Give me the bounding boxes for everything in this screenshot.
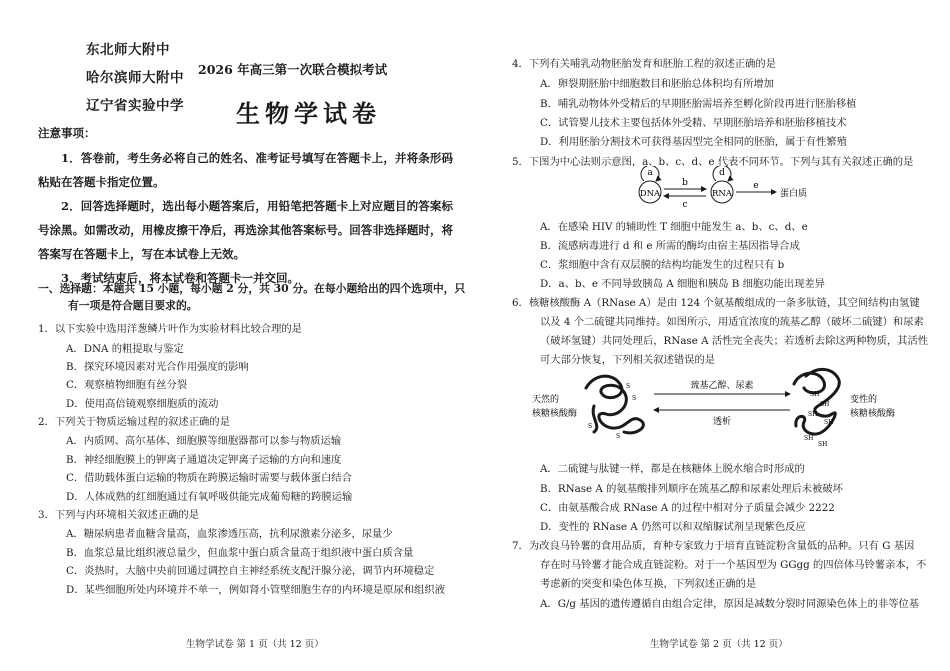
question-3-option-d: D．某些细胞所处内环境并不单一，例如肾小管壁细胞生存的内环境是原尿和组织液 bbox=[66, 584, 445, 596]
label-a: a bbox=[647, 168, 653, 178]
question-1-option-b: B．探究环境因素对光合作用强度的影响 bbox=[66, 361, 249, 373]
page-1 bbox=[38, 0, 466, 671]
question-6-option-d: D．变性的 RNase A 仍然可以和双缩脲试剂呈现紫色反应 bbox=[540, 521, 806, 533]
label-dna: DNA bbox=[639, 189, 661, 199]
school-name-1: 东北师大附中 bbox=[86, 42, 170, 58]
native-label-line-2: 核糖核酸酶 bbox=[532, 409, 578, 419]
school-name-3: 辽宁省实验中学 bbox=[86, 98, 184, 114]
question-3-option-b: B．血浆总量比组织液总量少，但血浆中蛋白质含量高于组织液中蛋白质含量 bbox=[66, 547, 414, 559]
page-1-footer: 生物学试卷 第 1 页（共 12 页） bbox=[186, 639, 324, 650]
denatured-sh-6: SH bbox=[818, 441, 828, 448]
question-6-stem-line-3: （破坏氢键）共同处理后，RNase A 活性完全丧失；若透析去除这两种物质，其活性 bbox=[540, 335, 929, 347]
question-6-stem-line-2: 以及 4 个二硫键共同维持。如图所示，用适宜浓度的巯基乙醇（破坏二硫键）和尿素 bbox=[540, 316, 924, 328]
question-3-option-c: C．炎热时，大脑中央前回通过调控自主神经系统支配汗腺分泌，调节内环境稳定 bbox=[66, 565, 435, 577]
question-1-stem: 1．以下实验中选用洋葱鳞片叶作为实验材料比较合理的是 bbox=[38, 323, 302, 335]
question-5-option-d: D．a、b、e 不同导致胰岛 A 细胞和胰岛 B 细胞功能出现差异 bbox=[540, 278, 825, 290]
native-disulfide-s-4: S bbox=[616, 433, 621, 440]
question-1-option-a: A．DNA 的粗提取与鉴定 bbox=[66, 343, 184, 355]
question-4-option-d: D．利用胚胎分割技术可获得基因型完全相同的胚胎，属于有性繁殖 bbox=[540, 136, 847, 148]
question-1-option-c: C．观察植物细胞有丝分裂 bbox=[66, 379, 188, 391]
denatured-sh-5: SH bbox=[804, 435, 814, 442]
dialysis-label: 透析 bbox=[712, 417, 732, 427]
question-3-stem: 3．下列与内环境相关叙述正确的是 bbox=[38, 509, 200, 521]
denatured-label-line-2: 核糖核酸酶 bbox=[850, 409, 896, 419]
question-7-stem-line-1: 7．为改良马铃薯的食用品质，育种专家致力于培育直链淀粉含量低的品种。只有 G 基因 bbox=[512, 540, 915, 552]
question-3-option-a: A．糖尿病患者血糖含量高，血浆渗透压高，抗利尿激素分泌多，尿量少 bbox=[66, 528, 393, 540]
question-6-option-a: A．二硫键与肽键一样，都是在核糖体上脱水缩合时形成的 bbox=[540, 463, 805, 475]
question-2-option-d: D．人体成熟的红细胞通过有氧呼吸供能完成葡萄糖的跨膜运输 bbox=[66, 491, 353, 503]
denaturation-reagents: 巯基乙醇、尿素 bbox=[690, 381, 754, 391]
question-4-option-a: A．卵裂期胚胎中细胞数目和胚胎总体积均有所增加 bbox=[540, 78, 774, 90]
denatured-sh-3: SH bbox=[808, 411, 818, 418]
label-c: c bbox=[682, 200, 688, 210]
label-e: e bbox=[753, 181, 759, 191]
school-name-2: 哈尔滨师大附中 bbox=[86, 70, 184, 86]
exam-title: 2026 年高三第一次联合模拟考试 bbox=[198, 62, 388, 77]
question-7-stem-line-2: 存在时马铃薯才能合成直链淀粉。对于一个基因型为 GGgg 的四倍体马铃薯亲本，不 bbox=[540, 559, 927, 571]
label-b: b bbox=[682, 178, 688, 188]
notice-item-3: 3．考试结束后，将本试卷和答题卡一并交回。 bbox=[61, 271, 299, 285]
native-disulfide-s-1: S bbox=[626, 383, 631, 390]
denatured-sh-4: SH bbox=[824, 419, 834, 426]
question-5-option-b: B．流感病毒进行 d 和 e 所需的酶均由宿主基因指导合成 bbox=[540, 240, 800, 252]
native-protein-chain bbox=[586, 376, 643, 433]
question-6-stem-line-1: 6．核糖核酸酶 A（RNase A）是由 124 个氨基酸组成的一条多肽链，其空间结构由氢键 bbox=[512, 297, 920, 309]
denatured-sh-2: SH bbox=[820, 401, 830, 408]
question-2-stem: 2．下列关于物质运输过程的叙述正确的是 bbox=[38, 416, 230, 428]
question-2-option-a: A．内质网、高尔基体、细胞膜等细胞器都可以参与物质运输 bbox=[66, 435, 342, 447]
question-1-option-d: D．使用高倍镜观察细胞质的流动 bbox=[66, 398, 219, 410]
label-rna: RNA bbox=[712, 189, 732, 199]
question-4-option-b: B．哺乳动物体外受精后的早期胚胎需培养至孵化阶段再进行胚胎移植 bbox=[540, 98, 857, 110]
section-1-heading-line-1: 一、选择题：本题共 15 小题，每小题 2 分，共 30 分。在每小题给出的四个选项中，只 bbox=[38, 282, 466, 295]
denatured-label-line-1: 变性的 bbox=[850, 395, 878, 405]
page-2-footer: 生物学试卷 第 2 页（共 12 页） bbox=[650, 639, 788, 650]
native-disulfide-s-2: S bbox=[632, 395, 637, 402]
question-2-option-b: B．神经细胞膜上的钾离子通道决定钾离子运输的方向和速度 bbox=[66, 454, 342, 466]
label-protein: 蛋白质 bbox=[780, 189, 808, 199]
native-label-line-1: 天然的 bbox=[532, 395, 560, 405]
central-dogma-diagram bbox=[630, 166, 830, 210]
question-7-stem-line-3: 考虑新的突变和染色体互换，下列叙述正确的是 bbox=[540, 578, 757, 590]
notice-heading: 注意事项： bbox=[38, 126, 96, 140]
question-4-stem: 4．下列有关哺乳动物胚胎发育和胚胎工程的叙述正确的是 bbox=[512, 58, 776, 70]
question-7-option-a: A．G/g 基因的遗传遵循自由组合定律，原因是减数分裂时同源染色体上的非等位基 bbox=[540, 598, 920, 610]
question-4-option-c: C．试管婴儿技术主要包括体外受精、早期胚胎培养和胚胎移植技术 bbox=[540, 117, 847, 129]
section-1-heading-line-2: 有一项是符合题目要求的。 bbox=[68, 299, 198, 312]
question-6-stem-line-4: 可大部分恢复，下列相关叙述错误的是 bbox=[540, 354, 716, 366]
native-disulfide-s-3: S bbox=[588, 423, 593, 430]
question-5-option-c: C．浆细胞中含有双层膜的结构均能发生的过程只有 b bbox=[540, 259, 785, 271]
notice-item-2: 2．回答选择题时，选出每小题答案后，用铅笔把答题卡上对应题目的答案标号涂黑。如需改动，用橡皮擦干净后，再选涂其他答案标号。回答非选择题时，将答案写在答题卡上，写在本试卷上无效。 bbox=[38, 199, 453, 261]
question-6-option-b: B．RNase A 的氨基酸排列顺序在巯基乙醇和尿素处理后未被破坏 bbox=[540, 483, 843, 495]
question-5-stem: 5．下图为中心法则示意图，a、b、c、d、e 代表不同环节。下列与其有关叙述正确的是 bbox=[512, 156, 914, 168]
question-2-option-c: C．借助载体蛋白运输的物质在跨膜运输时需要与载体蛋白结合 bbox=[66, 472, 352, 484]
question-6-option-c: C．由氨基酸合成 RNase A 的过程中相对分子质量会减少 2222 bbox=[540, 502, 835, 514]
label-d: d bbox=[719, 168, 725, 178]
rnase-a-diagram bbox=[532, 366, 917, 454]
notice-item-1: 1．答卷前，考生务必将自己的姓名、准考证号填写在答题卡上，并将条形码粘贴在答题卡指定位置。 bbox=[38, 151, 453, 189]
paper-title: 生物学试卷 bbox=[236, 99, 381, 128]
question-5-option-a: A．在感染 HIV 的辅助性 T 细胞中能发生 a、b、c、d、e bbox=[540, 221, 808, 233]
page-2 bbox=[512, 0, 929, 671]
denatured-sh-1: SH bbox=[810, 391, 820, 398]
